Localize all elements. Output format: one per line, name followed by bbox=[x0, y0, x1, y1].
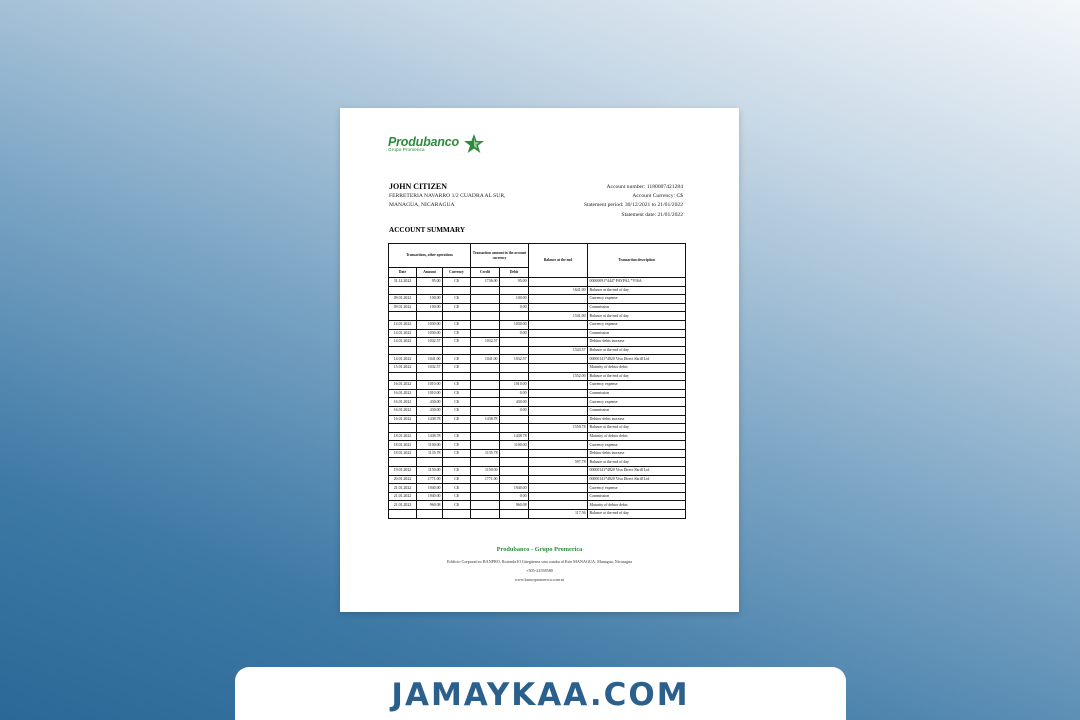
cell-debit: 1032.57 bbox=[500, 355, 529, 364]
cell-date: 16.01.2022 bbox=[389, 406, 417, 415]
cell-credit bbox=[471, 501, 500, 510]
cell-balance bbox=[529, 415, 588, 424]
cell-debit bbox=[500, 467, 529, 476]
header-description: Transaction description bbox=[588, 244, 686, 278]
cell-credit: 1041.00 bbox=[471, 355, 500, 364]
cell-amount: 1940.00 bbox=[417, 484, 443, 493]
cell-amount: 430.00 bbox=[417, 398, 443, 407]
cell-date bbox=[389, 458, 417, 467]
cell-amount: 1030.00 bbox=[417, 320, 443, 329]
cell-description: Currency expense bbox=[588, 381, 686, 390]
cell-credit: 1032.57 bbox=[471, 338, 500, 347]
table-row bbox=[389, 475, 686, 484]
account-info-block bbox=[584, 183, 683, 220]
cell-debit bbox=[500, 510, 529, 519]
cell-amount: 1010.00 bbox=[417, 389, 443, 398]
transactions-table-body bbox=[389, 278, 686, 519]
cell-currency: C$ bbox=[443, 355, 471, 364]
cell-balance: 1541.00 bbox=[529, 312, 588, 321]
cell-description: 00000091*4447 PAYPAL *VISA bbox=[588, 278, 686, 287]
cell-amount: 1032.57 bbox=[417, 363, 443, 372]
table-row bbox=[389, 278, 686, 287]
cell-debit: 1030.00 bbox=[500, 320, 529, 329]
table-row bbox=[389, 406, 686, 415]
cell-currency: C$ bbox=[443, 432, 471, 441]
cell-currency bbox=[443, 372, 471, 381]
cell-balance bbox=[529, 432, 588, 441]
cell-credit bbox=[471, 295, 500, 304]
cell-balance: 117.56 bbox=[529, 510, 588, 519]
table-row bbox=[389, 492, 686, 501]
cell-credit bbox=[471, 441, 500, 450]
header-credit: Credit bbox=[471, 268, 500, 278]
cell-balance bbox=[529, 329, 588, 338]
cell-debit: 0.00 bbox=[500, 406, 529, 415]
cell-debit: 430.00 bbox=[500, 398, 529, 407]
cell-balance bbox=[529, 381, 588, 390]
customer-block bbox=[389, 182, 505, 209]
cell-balance: 1550.78 bbox=[529, 424, 588, 433]
cell-amount bbox=[417, 372, 443, 381]
cell-description: Currency expense bbox=[588, 320, 686, 329]
cell-currency: C$ bbox=[443, 329, 471, 338]
cell-credit bbox=[471, 424, 500, 433]
account-number: Account number: 1180007421284 bbox=[606, 184, 683, 190]
cell-credit bbox=[471, 492, 500, 501]
cell-amount: 1032.57 bbox=[417, 338, 443, 347]
bank-logo bbox=[388, 135, 459, 153]
cell-credit: 1736.00 bbox=[471, 278, 500, 287]
cell-currency: C$ bbox=[443, 501, 471, 510]
table-row bbox=[389, 303, 686, 312]
cell-currency bbox=[443, 346, 471, 355]
cell-date: 09.01.2022 bbox=[389, 303, 417, 312]
header-balance: Balance at the end bbox=[529, 244, 588, 278]
cell-debit bbox=[500, 346, 529, 355]
table-row bbox=[389, 286, 686, 295]
cell-date bbox=[389, 286, 417, 295]
cell-credit bbox=[471, 510, 500, 519]
cell-credit: 1135.78 bbox=[471, 449, 500, 458]
cell-debit: 1940.00 bbox=[500, 484, 529, 493]
cell-currency: C$ bbox=[443, 363, 471, 372]
cell-description: Balance at the end of day bbox=[588, 458, 686, 467]
cell-date: 15.01.2022 bbox=[389, 363, 417, 372]
site-banner bbox=[235, 667, 846, 720]
cell-date bbox=[389, 372, 417, 381]
cell-amount: 960.08 bbox=[417, 501, 443, 510]
cell-amount bbox=[417, 346, 443, 355]
cell-balance bbox=[529, 398, 588, 407]
cell-description: Debitor debts increase bbox=[588, 415, 686, 424]
table-row bbox=[389, 320, 686, 329]
footer-phone: +505-22558580 bbox=[526, 568, 553, 573]
cell-balance bbox=[529, 449, 588, 458]
cell-date: 16.01.2022 bbox=[389, 381, 417, 390]
group-header-transactions: Transactions, other operations bbox=[389, 244, 471, 268]
cell-credit: 1150.00 bbox=[471, 467, 500, 476]
cell-description: 00000141*4820 Visa Direct Skrill Ltd bbox=[588, 467, 686, 476]
cell-debit: 0.00 bbox=[500, 389, 529, 398]
cell-date: 21.01.2022 bbox=[389, 492, 417, 501]
customer-address-line1: FERRETERIA NAVARRO 1/2 CUADRA AL SUR, bbox=[389, 193, 506, 199]
cell-debit: 95.00 bbox=[500, 278, 529, 287]
cell-balance bbox=[529, 303, 588, 312]
table-row bbox=[389, 363, 686, 372]
cell-date bbox=[389, 510, 417, 519]
table-row bbox=[389, 312, 686, 321]
cell-description: Maturity of debtor debts bbox=[588, 432, 686, 441]
cell-currency: C$ bbox=[443, 381, 471, 390]
table-row bbox=[389, 424, 686, 433]
cell-description: Debitor debts increase bbox=[588, 449, 686, 458]
table-row bbox=[389, 329, 686, 338]
cell-credit bbox=[471, 372, 500, 381]
cell-credit bbox=[471, 406, 500, 415]
bank-logo-subtitle: Grupo Promerica bbox=[388, 148, 425, 153]
cell-balance bbox=[529, 278, 588, 287]
cell-credit bbox=[471, 303, 500, 312]
cell-debit bbox=[500, 286, 529, 295]
cell-amount bbox=[417, 458, 443, 467]
cell-amount: 1030.00 bbox=[417, 329, 443, 338]
cell-date bbox=[389, 346, 417, 355]
cell-currency bbox=[443, 424, 471, 433]
customer-address-line2: MANAGUA, NICARAGUA bbox=[389, 202, 455, 208]
cell-date: 31.12.2022 bbox=[389, 278, 417, 287]
table-row bbox=[389, 458, 686, 467]
cell-date: 14.01.2022 bbox=[389, 329, 417, 338]
cell-currency bbox=[443, 510, 471, 519]
cell-debit bbox=[500, 415, 529, 424]
cell-description: Commission bbox=[588, 329, 686, 338]
account-summary-title: ACCOUNT SUMMARY bbox=[389, 226, 466, 234]
cell-amount: 430.00 bbox=[417, 406, 443, 415]
cell-date: 14.01.2022 bbox=[389, 355, 417, 364]
table-row bbox=[389, 372, 686, 381]
cell-description: Currency expense bbox=[588, 441, 686, 450]
footer-title: Produbanco - Grupo Promerica bbox=[496, 546, 583, 553]
customer-name: JOHN CITIZEN bbox=[389, 182, 448, 191]
cell-debit bbox=[500, 424, 529, 433]
cell-amount: 100.00 bbox=[417, 295, 443, 304]
cell-currency: C$ bbox=[443, 320, 471, 329]
cell-amount bbox=[417, 510, 443, 519]
cell-date: 14.01.2022 bbox=[389, 320, 417, 329]
cell-currency: C$ bbox=[443, 441, 471, 450]
cell-description: Maturity of debtor debts bbox=[588, 363, 686, 372]
cell-credit: 1771.00 bbox=[471, 475, 500, 484]
cell-currency: C$ bbox=[443, 398, 471, 407]
cell-amount: 1100.00 bbox=[417, 441, 443, 450]
cell-balance bbox=[529, 406, 588, 415]
cell-description: Balance at the end of day bbox=[588, 312, 686, 321]
cell-balance bbox=[529, 389, 588, 398]
cell-currency: C$ bbox=[443, 278, 471, 287]
table-row bbox=[389, 484, 686, 493]
bank-statement-document bbox=[340, 108, 739, 612]
cell-debit: 0.00 bbox=[500, 492, 529, 501]
table-row bbox=[389, 381, 686, 390]
cell-debit bbox=[500, 338, 529, 347]
table-row bbox=[389, 432, 686, 441]
cell-description: Balance at the end of day bbox=[588, 424, 686, 433]
cell-description: Balance at the end of day bbox=[588, 346, 686, 355]
cell-date: 14.01.2022 bbox=[389, 338, 417, 347]
table-row bbox=[389, 510, 686, 519]
cell-date: 21.01.2022 bbox=[389, 501, 417, 510]
cell-balance bbox=[529, 355, 588, 364]
header-currency: Currency bbox=[443, 268, 471, 278]
cell-currency bbox=[443, 458, 471, 467]
cell-amount bbox=[417, 312, 443, 321]
bank-logo-name: Produbanco bbox=[388, 135, 459, 149]
star-logo-icon bbox=[463, 134, 485, 154]
cell-date: 18.01.2022 bbox=[389, 432, 417, 441]
table-row bbox=[389, 449, 686, 458]
cell-balance bbox=[529, 441, 588, 450]
table-row bbox=[389, 389, 686, 398]
cell-credit bbox=[471, 320, 500, 329]
header-debit: Debit bbox=[500, 268, 529, 278]
cell-debit: 1100.00 bbox=[500, 441, 529, 450]
cell-debit: 1438.78 bbox=[500, 432, 529, 441]
cell-debit bbox=[500, 458, 529, 467]
cell-debit: 0.00 bbox=[500, 303, 529, 312]
site-banner-text: JAMAYKAA.COM bbox=[391, 677, 690, 713]
cell-balance: 1543.57 bbox=[529, 346, 588, 355]
cell-debit bbox=[500, 363, 529, 372]
cell-balance bbox=[529, 338, 588, 347]
cell-balance bbox=[529, 475, 588, 484]
cell-balance bbox=[529, 492, 588, 501]
cell-currency: C$ bbox=[443, 492, 471, 501]
cell-date: 19.01.2022 bbox=[389, 467, 417, 476]
table-row bbox=[389, 441, 686, 450]
cell-debit bbox=[500, 449, 529, 458]
cell-amount: 1010.00 bbox=[417, 381, 443, 390]
cell-credit bbox=[471, 398, 500, 407]
cell-description: Debitor debts increase bbox=[588, 338, 686, 347]
cell-date: 18.01.2022 bbox=[389, 449, 417, 458]
cell-date: 16.01.2022 bbox=[389, 415, 417, 424]
cell-credit bbox=[471, 381, 500, 390]
cell-description: Maturity of debtor debts bbox=[588, 501, 686, 510]
cell-date: 16.01.2022 bbox=[389, 398, 417, 407]
cell-description: Commission bbox=[588, 406, 686, 415]
cell-date bbox=[389, 424, 417, 433]
transactions-table bbox=[388, 243, 686, 519]
cell-amount: 100.00 bbox=[417, 303, 443, 312]
cell-balance: 597.78 bbox=[529, 458, 588, 467]
document-footer bbox=[340, 546, 739, 584]
cell-amount: 1150.00 bbox=[417, 467, 443, 476]
cell-amount: 1771.00 bbox=[417, 475, 443, 484]
cell-description: Currency expense bbox=[588, 484, 686, 493]
cell-description: 00000141*4820 Visa Direct Skrill Ltd bbox=[588, 355, 686, 364]
table-row bbox=[389, 467, 686, 476]
cell-debit bbox=[500, 372, 529, 381]
cell-currency: C$ bbox=[443, 338, 471, 347]
cell-amount: 1438.78 bbox=[417, 432, 443, 441]
cell-credit bbox=[471, 286, 500, 295]
cell-balance: 1641.00 bbox=[529, 286, 588, 295]
cell-balance bbox=[529, 501, 588, 510]
cell-currency: C$ bbox=[443, 449, 471, 458]
cell-currency: C$ bbox=[443, 389, 471, 398]
cell-currency bbox=[443, 312, 471, 321]
cell-credit bbox=[471, 363, 500, 372]
group-header-amounts: Transaction amount in the account currency bbox=[471, 244, 529, 268]
table-row bbox=[389, 398, 686, 407]
cell-debit bbox=[500, 475, 529, 484]
cell-amount: 1438.78 bbox=[417, 415, 443, 424]
header-amount: Amount bbox=[417, 268, 443, 278]
cell-debit: 0.00 bbox=[500, 329, 529, 338]
account-currency: Account Currency: C$ bbox=[632, 193, 683, 200]
cell-description: Balance at the end of day bbox=[588, 286, 686, 295]
cell-balance bbox=[529, 467, 588, 476]
cell-description: Balance at the end of day bbox=[588, 372, 686, 381]
cell-amount: 1041.00 bbox=[417, 355, 443, 364]
cell-currency: C$ bbox=[443, 295, 471, 304]
cell-currency: C$ bbox=[443, 415, 471, 424]
table-row bbox=[389, 501, 686, 510]
cell-amount bbox=[417, 286, 443, 295]
cell-credit bbox=[471, 458, 500, 467]
table-row bbox=[389, 346, 686, 355]
table-row bbox=[389, 355, 686, 364]
cell-currency: C$ bbox=[443, 484, 471, 493]
table-row bbox=[389, 295, 686, 304]
cell-date: 09.01.2022 bbox=[389, 295, 417, 304]
cell-date bbox=[389, 312, 417, 321]
cell-date: 20.01.2022 bbox=[389, 475, 417, 484]
cell-credit: 1438.78 bbox=[471, 415, 500, 424]
cell-description: Currency expense bbox=[588, 398, 686, 407]
cell-credit bbox=[471, 312, 500, 321]
cell-amount: 1135.78 bbox=[417, 449, 443, 458]
cell-debit bbox=[500, 312, 529, 321]
cell-balance bbox=[529, 320, 588, 329]
cell-date: 16.01.2022 bbox=[389, 389, 417, 398]
cell-currency bbox=[443, 286, 471, 295]
cell-credit bbox=[471, 329, 500, 338]
cell-description: Commission bbox=[588, 389, 686, 398]
cell-amount: 95.00 bbox=[417, 278, 443, 287]
cell-currency: C$ bbox=[443, 475, 471, 484]
table-row bbox=[389, 415, 686, 424]
cell-currency: C$ bbox=[443, 406, 471, 415]
cell-currency: C$ bbox=[443, 303, 471, 312]
cell-balance: 1552.00 bbox=[529, 372, 588, 381]
statement-period: Statement period: 30/12/2021 to 21/01/2022 bbox=[583, 202, 683, 209]
cell-amount bbox=[417, 424, 443, 433]
table-row bbox=[389, 338, 686, 347]
cell-credit bbox=[471, 389, 500, 398]
cell-balance bbox=[529, 484, 588, 493]
header-date: Date bbox=[389, 268, 417, 278]
cell-balance bbox=[529, 363, 588, 372]
cell-debit: 1010.00 bbox=[500, 381, 529, 390]
cell-credit bbox=[471, 432, 500, 441]
cell-balance bbox=[529, 295, 588, 304]
cell-credit bbox=[471, 484, 500, 493]
cell-description: Commission bbox=[588, 303, 686, 312]
footer-website: www.bancopromerica.com.ni bbox=[514, 577, 565, 582]
cell-description: Balance at the end of day bbox=[588, 510, 686, 519]
cell-date: 18.01.2022 bbox=[389, 441, 417, 450]
cell-date: 21.01.2022 bbox=[389, 484, 417, 493]
cell-currency: C$ bbox=[443, 467, 471, 476]
cell-debit: 960.08 bbox=[500, 501, 529, 510]
cell-credit bbox=[471, 346, 500, 355]
footer-address: Edificio Corporativo BANPRO, Rotonda El Güegüense una cuadra al Este MANAGUA, Managua, Nicaragua bbox=[446, 559, 633, 564]
cell-debit: 100.00 bbox=[500, 295, 529, 304]
statement-date: Statement date: 21/01/2022 bbox=[621, 211, 683, 218]
cell-description: Currency expense bbox=[588, 295, 686, 304]
cell-description: 00000141*4820 Visa Direct Skrill Ltd bbox=[588, 475, 686, 484]
cell-amount: 1940.00 bbox=[417, 492, 443, 501]
cell-description: Commission bbox=[588, 492, 686, 501]
